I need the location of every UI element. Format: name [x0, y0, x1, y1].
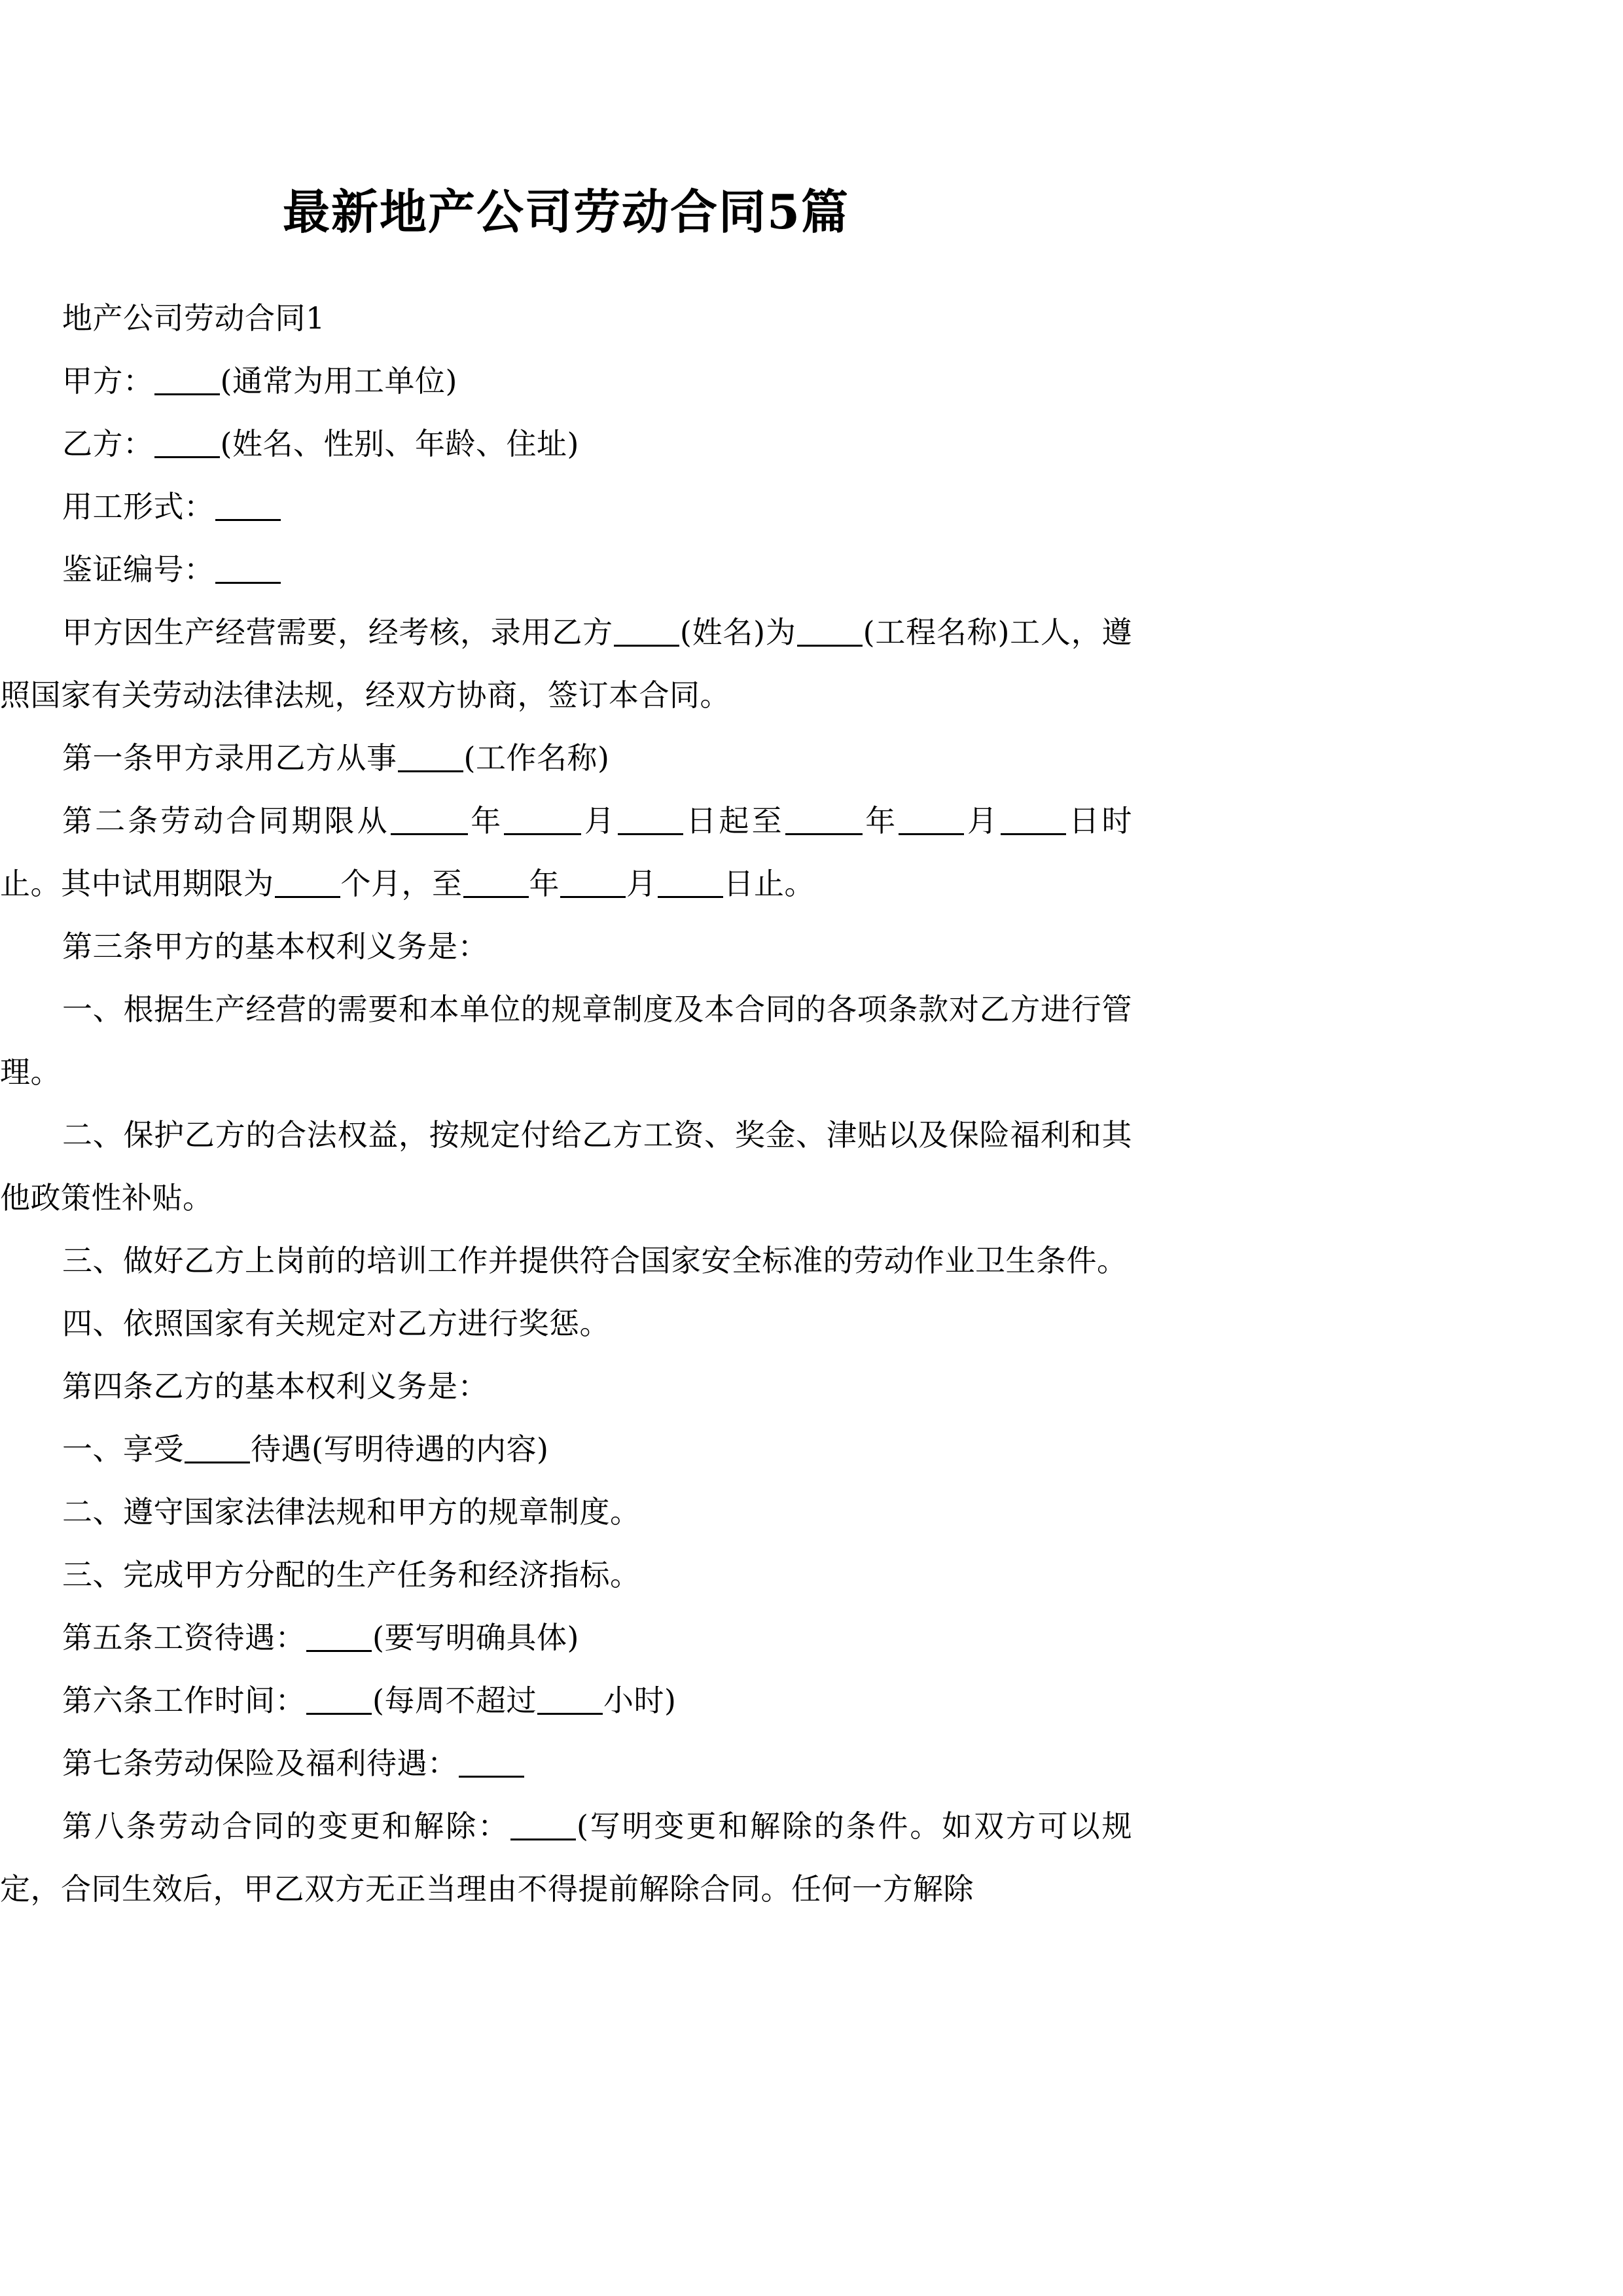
paragraph-verification-no — [0, 538, 1132, 601]
verification-no-blank[interactable] — [215, 560, 281, 584]
subtitle-text: 地产公司劳动合同1 — [62, 300, 325, 336]
article-2-month3-blank[interactable] — [560, 874, 626, 898]
employment-type-label: 用工形式： — [62, 489, 215, 524]
preamble-part-c: (工程名称)工人，遵照国家有关劳动法律法规，经双方协商，签订本合同。 — [0, 615, 1132, 713]
article-4-item-1-part-b: 待遇(写明待遇的内容) — [251, 1431, 549, 1467]
article-6-weekly-hours-blank[interactable] — [537, 1691, 603, 1715]
article-2-month3-label: 月 — [626, 866, 657, 901]
paragraph-article-3-item-4 — [0, 1292, 1132, 1355]
paragraph-article-3-item-2 — [0, 1103, 1132, 1229]
article-3-item-1-text: 一、根据生产经营的需要和本单位的规章制度及本合同的各项条款对乙方进行管理。 — [0, 992, 1132, 1090]
article-8-part-a: 第八条劳动合同的变更和解除： — [62, 1808, 510, 1844]
article-1-part-a: 第一条甲方录用乙方从事 — [62, 740, 397, 776]
article-4-item-3-text: 三、完成甲方分配的生产任务和经济指标。 — [62, 1557, 641, 1592]
preamble-part-a: 甲方因生产经营需要，经考核，录用乙方 — [62, 615, 613, 650]
article-6-hours-blank[interactable] — [306, 1691, 372, 1715]
article-7-insurance-blank[interactable] — [459, 1753, 524, 1778]
article-5-wage-blank[interactable] — [306, 1628, 372, 1652]
article-3-item-2-text: 二、保护乙方的合法权益，按规定付给乙方工资、奖金、津贴以及保险福利和其他政策性补贴。 — [0, 1117, 1132, 1215]
article-2-year3-label: 年 — [529, 866, 560, 901]
paragraph-employment-type — [0, 475, 1132, 538]
article-2-month-blank[interactable] — [504, 811, 581, 835]
party-b-blank[interactable] — [154, 434, 220, 458]
preamble-project-blank[interactable] — [797, 622, 863, 647]
article-5-part-a: 第五条工资待遇： — [62, 1620, 306, 1655]
article-2-year2-blank[interactable] — [785, 811, 863, 835]
page-title: 最新地产公司劳动合同5篇 — [282, 184, 850, 240]
verification-no-label: 鉴证编号： — [62, 552, 215, 587]
paragraph-preamble — [0, 601, 1132, 726]
article-2-month2-label: 月 — [965, 803, 1000, 838]
article-4-head-text: 第四条乙方的基本权利义务是： — [62, 1369, 488, 1404]
paragraph-article-2 — [0, 789, 1132, 915]
paragraph-subtitle — [0, 287, 1132, 350]
paragraph-article-4-head — [0, 1355, 1132, 1418]
article-6-part-b: (每周不超过 — [372, 1683, 537, 1718]
article-3-item-3-text: 三、做好乙方上岗前的培训工作并提供符合国家安全标准的劳动作业卫生条件。 — [62, 1243, 1128, 1278]
party-a-note: (通常为用工单位) — [220, 363, 457, 399]
paragraph-party-b — [0, 412, 1132, 475]
preamble-part-b: (姓名)为 — [679, 615, 796, 650]
article-4-item-1-part-a: 一、享受 — [62, 1431, 184, 1467]
article-2-day-to: 日时止。其中试用期限为 — [0, 803, 1132, 901]
article-2-year-blank[interactable] — [391, 811, 468, 835]
paragraph-article-6 — [0, 1669, 1132, 1732]
article-7-part-a: 第七条劳动保险及福利待遇： — [62, 1746, 458, 1781]
party-b-label: 乙方： — [62, 426, 154, 461]
article-8-part-b: (写明变更和解除的条件。如双方可以规定，合同生效后，甲乙双方无正当理由不得提前解除合同。任何一方解除 — [0, 1808, 1133, 1907]
article-2-year-label: 年 — [468, 803, 504, 838]
article-2-part-a: 第二条劳动合同期限从 — [62, 803, 390, 838]
article-2-year3-blank[interactable] — [463, 874, 529, 898]
article-2-month2-blank[interactable] — [899, 811, 964, 835]
paragraph-article-4-item-3 — [0, 1543, 1132, 1606]
paragraph-article-3-item-3 — [0, 1229, 1132, 1292]
party-a-label: 甲方： — [62, 363, 154, 399]
article-2-month-label: 月 — [582, 803, 617, 838]
paragraph-article-4-item-1 — [0, 1418, 1132, 1480]
paragraph-party-a — [0, 350, 1132, 412]
article-2-probation-blank[interactable] — [275, 874, 340, 898]
article-4-item-2-text: 二、遵守国家法律法规和甲方的规章制度。 — [62, 1494, 641, 1530]
paragraph-article-3-item-1 — [0, 978, 1132, 1103]
party-a-blank[interactable] — [154, 371, 220, 395]
article-2-months-label: 个月，至 — [340, 866, 463, 901]
article-1-part-b: (工作名称) — [463, 740, 610, 776]
paragraph-article-5 — [0, 1606, 1132, 1669]
article-2-day3-blank[interactable] — [658, 874, 723, 898]
article-8-terms-blank[interactable] — [510, 1816, 576, 1840]
article-1-job-blank[interactable] — [398, 748, 463, 772]
paragraph-article-7 — [0, 1732, 1132, 1795]
article-6-part-c: 小时) — [603, 1683, 677, 1718]
employment-type-blank[interactable] — [215, 497, 281, 521]
party-b-note: (姓名、性别、年龄、住址) — [220, 426, 579, 461]
article-2-day-blank[interactable] — [618, 811, 683, 835]
document-body — [0, 287, 1132, 1920]
article-2-year2-label: 年 — [863, 803, 899, 838]
article-2-day-from: 日起至 — [683, 803, 785, 838]
paragraph-article-8 — [0, 1795, 1132, 1920]
article-4-benefit-blank[interactable] — [185, 1439, 250, 1463]
article-2-day2-blank[interactable] — [1001, 811, 1066, 835]
paragraph-article-1 — [0, 726, 1132, 789]
paragraph-article-4-item-2 — [0, 1480, 1132, 1543]
article-3-item-4-text: 四、依照国家有关规定对乙方进行奖惩。 — [62, 1306, 610, 1341]
article-5-part-b: (要写明确具体) — [372, 1620, 579, 1655]
paragraph-article-3-head — [0, 915, 1132, 978]
article-6-part-a: 第六条工作时间： — [62, 1683, 306, 1718]
preamble-name-blank[interactable] — [614, 622, 679, 647]
article-2-end: 日止。 — [723, 866, 815, 901]
article-3-head-text: 第三条甲方的基本权利义务是： — [62, 929, 488, 964]
